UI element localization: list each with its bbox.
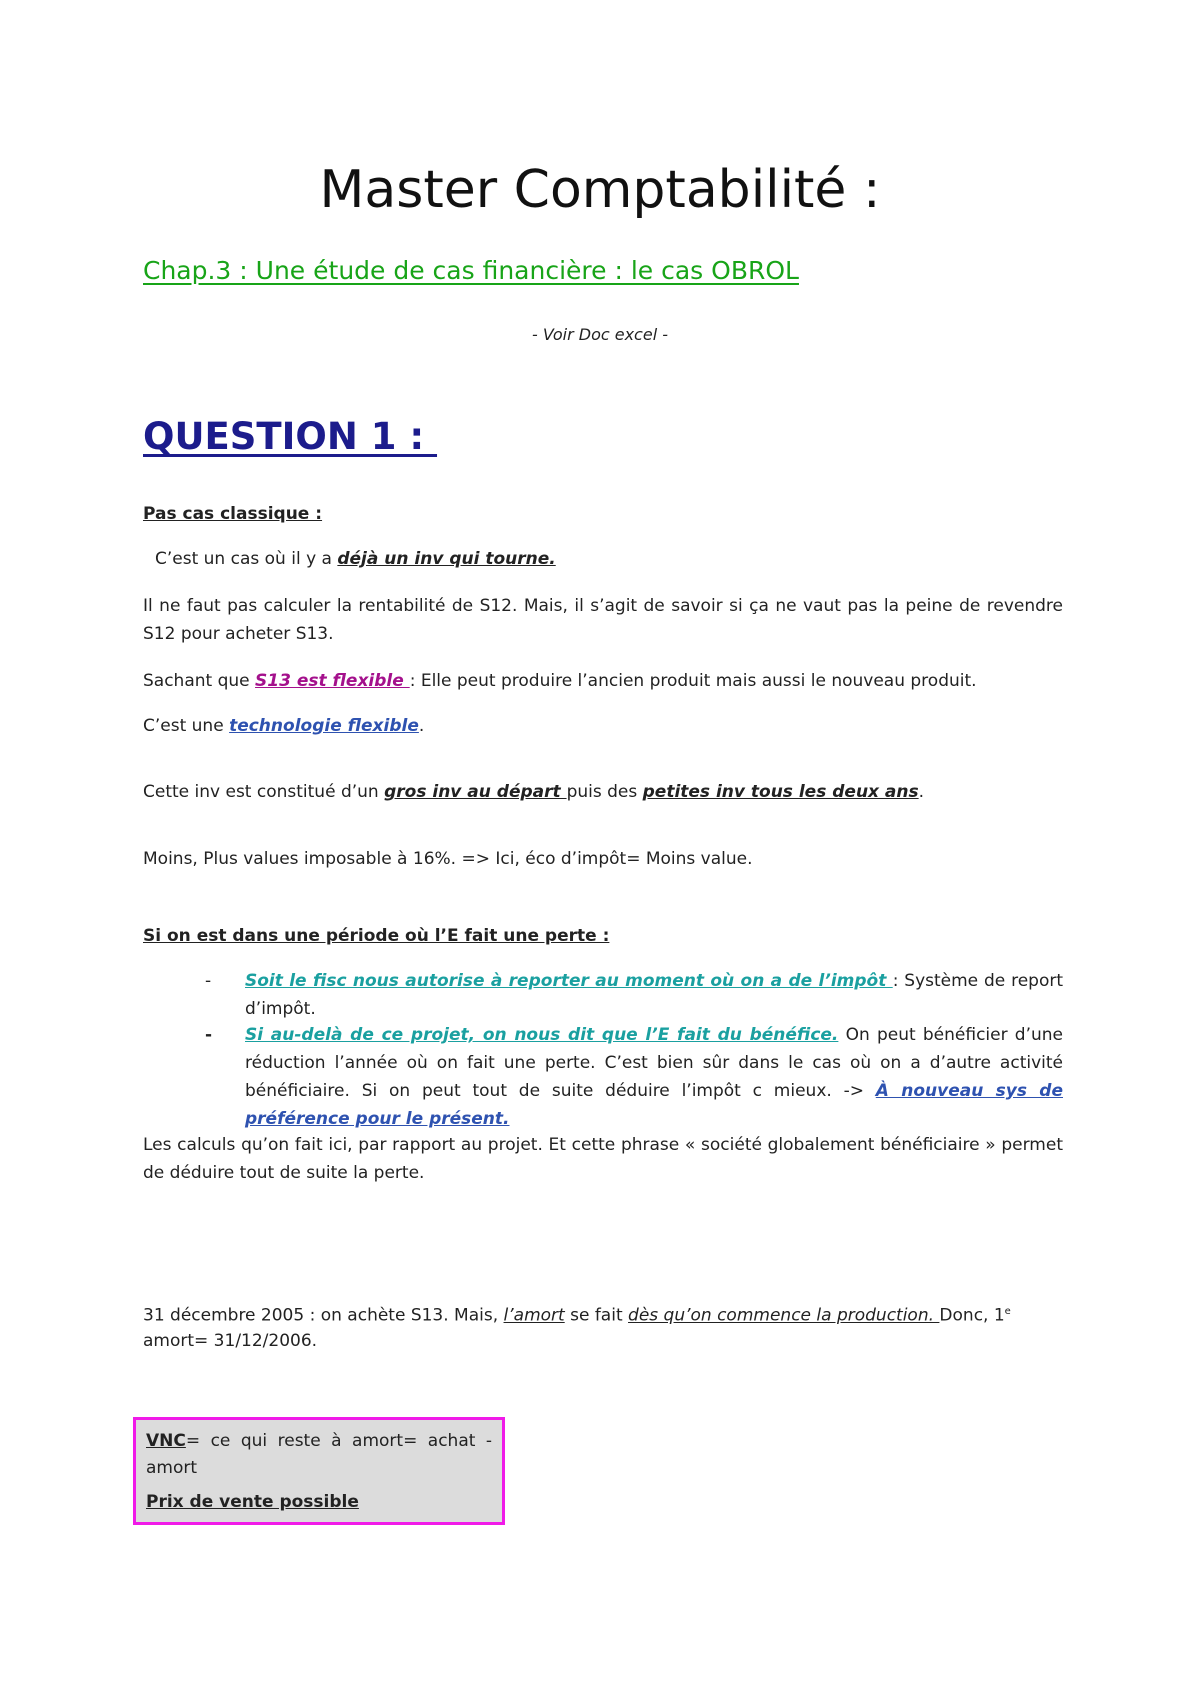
see-doc-note: - Voir Doc excel - [531,325,668,344]
paragraph-calculs: Les calculs qu’on fait ici, par rapport au projet. Et cette phrase « société globalement bénéficiaire » permet de déduire tout de suite la perte. [143,1135,1063,1183]
text: 31 décembre 2005 : on achète S13. Mais, [143,1305,504,1326]
bullet-report-impot [245,967,1063,1023]
text: : Système de report d’impôt. [245,971,1064,1019]
bullet-dash: - [205,971,212,991]
text: : Elle peut produire l’ancien produit mais aussi le nouveau produit. [409,671,977,691]
text: Sachant que [143,671,256,691]
text: . [418,716,425,736]
paragraph-plus-values: Moins, Plus values imposable à 16%. => Ici, éco d’impôt= Moins value. [143,849,753,869]
paragraph-amort-date: amort= 31/12/2006. [143,1331,318,1351]
emphasis-technologie-flexible: technologie flexible [229,716,419,736]
definition-box [133,1417,505,1525]
vnc-definition [146,1428,492,1482]
text: puis des [566,782,643,802]
chapter-heading: Chap.3 : Une étude de cas financière : le cas OBROL [143,256,799,285]
vnc-text: = ce qui reste à amort= achat - amort [146,1431,492,1478]
price-label: Prix de vente possible [146,1492,359,1512]
question-heading: QUESTION 1 : [143,415,438,458]
bullet-benefice [245,1021,1063,1133]
emphasis-amort: l’amort [503,1305,565,1326]
emphasis-production: dès qu’on commence la production. [628,1305,940,1326]
text: Donc, 1 [939,1305,1005,1326]
paragraph-inv-structure [143,778,924,806]
emphasis-s13-flexible: S13 est flexible [255,671,410,691]
emphasis-fisc: Soit le fisc nous autorise à reporter au moment où on a de l’impôt [245,971,893,991]
section-heading-loss: Si on est dans une période où l’E fait une perte : [143,926,610,946]
superscript: e [1004,1306,1011,1317]
paragraph-technology [143,712,424,740]
paragraph-existing-inv [155,545,556,573]
paragraph-flexible [143,667,977,695]
text: . [918,782,925,802]
text: C’est une [143,716,230,736]
paragraph-date [143,1298,1063,1330]
text: Cette inv est constitué d’un [143,782,385,802]
emphasis: déjà un inv qui tourne. [337,549,556,569]
section-heading-classic: Pas cas classique : [143,504,323,524]
emphasis-benefice: Si au-delà de ce projet, on nous dit que l’E fait du bénéfice. [245,1025,839,1045]
bullet-dash: - [205,1025,213,1045]
vnc-label: VNC [146,1431,186,1451]
text: On peut bénéficier d’une réduction l’année où on fait une perte. C’est bien sûr dans le cas où on a d’autre activité bénéficiaire. Si on peut tout de suite déduire l’impôt c mieux. -> [245,1025,1063,1101]
document-title: Master Comptabilité : [319,160,881,220]
emphasis-preference-present: À nouveau sys de préférence pour le présent. [245,1081,1063,1129]
paragraph-rentabilite: Il ne faut pas calculer la rentabilité de S12. Mais, il s’agit de savoir si ça ne vaut pas la peine de revendre S12 pour acheter S13. [143,596,1063,644]
text: se fait [564,1305,629,1326]
emphasis: petites inv tous les deux ans [642,782,919,802]
text: C’est un cas où il y a [155,549,338,569]
emphasis: gros inv au départ [384,782,567,802]
